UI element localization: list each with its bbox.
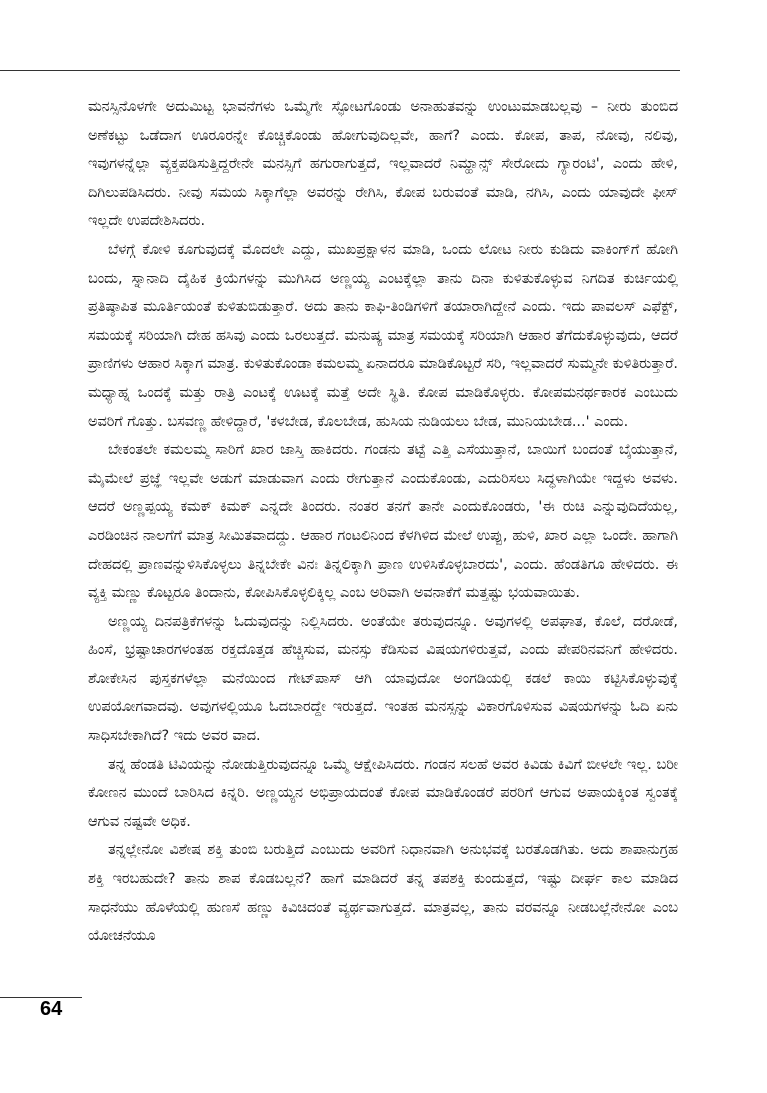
paragraph-5: ತನ್ನ ಹೆಂಡತಿ ಟಿವಿಯನ್ನು ನೋಡುತ್ತಿರುವುದನ್ನೂ ಒಮ್ಮೆ ಆಕ್ಷೇಪಿಸಿದರು. ಗಂಡನ ಸಲಹೆ ಅವರ ಕಿವಿಡು ಕಿವಿಗೆ ಬೀಳಲೇ ಇಲ್ಲ. ಬರೀ ಕೋಣನ ಮುಂದೆ ಬಾರಿಸಿದ ಕಿನ್ನರಿ. ಅಣ್ಣಯ್ಯನ ಅಭಿಪ್ರಾಯದಂತೆ ಕೋಪ ಮಾಡಿಕೊಂಡರೆ ಪರರಿಗೆ ಆಗುವ ಅಪಾಯಕ್ಕಿಂತ ಸ್ವಂತಕ್ಕೆ ಆಗುವ ನಷ್ಟವೇ ಅಧಿಕ. <box>88 756 678 830</box>
paragraph-1: ಮನಸ್ಸಿನೊಳಗೇ ಅದುಮಿಟ್ಟ ಭಾವನೆಗಳು ಒಮ್ಮೆಗೇ ಸ್ಫೋಟಗೊಂಡು ಅನಾಹುತವನ್ನು ಉಂಟುಮಾಡಬಲ್ಲವು – ನೀರು ತುಂಬಿದ ಅಣೆಕಟ್ಟು ಒಡೆದಾಗ ಊರೂರನ್ನೇ ಕೊಚ್ಚಿಕೊಂಡು ಹೋಗುವುದಿಲ್ಲವೇ, ಹಾಗೆ? ಎಂದು. ಕೋಪ, ತಾಪ, ನೋವು, ನಲಿವು, ಇವುಗಳನ್ನೆಲ್ಲಾ ವ್ಯಕ್ತಪಡಿಸುತ್ತಿದ್ದರೇನೇ ಮನಸ್ಸಿಗೆ ಹಗುರಾಗುತ್ತದೆ, ಇಲ್ಲವಾದರೆ ನಿಮ್ಹಾನ್ಸ್ ಸೇರೋದು ಗ್ಯಾರಂಟಿ', ಎಂದು ಹೇಳಿ, ದಿಗಿಲುಪಡಿಸಿದರು. ನೀವು ಸಮಯ ಸಿಕ್ಕಾಗೆಲ್ಲಾ ಅವರನ್ನು ರೇಗಿಸಿ, ಕೋಪ ಬರುವಂತೆ ಮಾಡಿ, ನಗಿಸಿ, ಎಂದು ಯಾವುದೇ ಫೀಸ್ ಇಲ್ಲದೇ ಉಪದೇಶಿಸಿದರು. <box>88 99 678 230</box>
paragraph-3: ಬೇಕಂತಲೇ ಕಮಲಮ್ಮ ಸಾರಿಗೆ ಖಾರ ಜಾಸ್ತಿ ಹಾಕಿದರು. ಗಂಡನು ತಟ್ಟೆ ಎತ್ತಿ ಎಸೆಯುತ್ತಾನೆ, ಬಾಯಿಗೆ ಬಂದಂತೆ ಬೈಯುತ್ತಾನೆ, ಮೈಮೇಲೆ ಪ್ರಜ್ಞೆ ಇಲ್ಲವೇ ಅಡುಗೆ ಮಾಡುವಾಗ ಎಂದು ರೇಗುತ್ತಾನೆ ಎಂದುಕೊಂಡು, ಎದುರಿಸಲು ಸಿದ್ಧಳಾಗಿಯೇ ಇದ್ದಳು ಅವಳು. ಆದರೆ ಅಣ್ಣಪ್ಪಯ್ಯ ಕಮಕ್ ಕಿಮಕ್ ಎನ್ನದೇ ತಿಂದರು. ನಂತರ ತನಗೆ ತಾನೇ ಎಂದುಕೊಂಡರು, 'ಈ ರುಚಿ ಎನ್ನುವುದಿದೆಯಲ್ಲ, ಎರಡಿಂಚಿನ ನಾಲಗೆಗೆ ಮಾತ್ರ ಸೀಮಿತವಾದದ್ದು. ಆಹಾರ ಗಂಟಲಿನಿಂದ ಕೆಳಗಿಳಿದ ಮೇಲೆ ಉಪ್ಪು, ಹುಳಿ, ಖಾರ ಎಲ್ಲಾ ಒಂದೇ. ಹಾಗಾಗಿ ದೇಹದಲ್ಲಿ ಪ್ರಾಣವನ್ನುಳಿಸಿಕೊಳ್ಳಲು ತಿನ್ನಬೇಕೇ ವಿನಃ ತಿನ್ನಲಿಕ್ಕಾಗಿ ಪ್ರಾಣ ಉಳಿಸಿಕೊಳ್ಳಬಾರದು', ಎಂದು. ಹೆಂಡತಿಗೂ ಹೇಳಿದರು. ಈ ವ್ಯಕ್ತಿ ಮಣ್ಣು ಕೊಟ್ಟರೂ ತಿಂದಾನು, ಕೋಪಿಸಿಕೊಳ್ಳಲಿಕ್ಕಿಲ್ಲ ಎಂಬ ಅರಿವಾಗಿ ಅವನಾಕೆಗೆ ಮತ್ತಷ್ಟು ಭಯವಾಯಿತು. <box>88 442 678 602</box>
body-text <box>88 93 678 951</box>
page-number: 64 <box>40 998 63 1020</box>
paragraph-6: ತನ್ನಲ್ಲೇನೋ ವಿಶೇಷ ಶಕ್ತಿ ತುಂಬಿ ಬರುತ್ತಿದೆ ಎಂಬುದು ಅವರಿಗೆ ನಿಧಾನವಾಗಿ ಅನುಭವಕ್ಕೆ ಬರತೊಡಗಿತು. ಅದು ಶಾಪಾನುಗ್ರಹ ಶಕ್ತಿ ಇರಬಹುದೇ? ತಾನು ಶಾಪ ಕೊಡಬಲ್ಲನೆ? ಹಾಗೆ ಮಾಡಿದರೆ ತನ್ನ ತಪಶಕ್ತಿ ಕುಂದುತ್ತದೆ, ಇಷ್ಟು ದೀರ್ಘ ಕಾಲ ಮಾಡಿದ ಸಾಧನೆಯು ಹೊಳೆಯಲ್ಲಿ ಹುಣಸೆ ಹಣ್ಣು ಕಿವಿಚಿದಂತೆ ವ್ಯರ್ಥವಾಗುತ್ತದೆ. ಮಾತ್ರವಲ್ಲ, ತಾನು ವರವನ್ನೂ ನೀಡಬಲ್ಲೆನೇನೋ ಎಂಬ ಯೋಚನೆಯೂ <box>88 842 678 945</box>
paragraph-4: ಅಣ್ಣಯ್ಯ ದಿನಪತ್ರಿಕೆಗಳನ್ನು ಓದುವುದನ್ನು ನಿಲ್ಲಿಸಿದರು. ಅಂತೆಯೇ ತರುವುದನ್ನೂ. ಅವುಗಳಲ್ಲಿ ಅಪಘಾತ, ಕೊಲೆ, ದರೋಡೆ, ಹಿಂಸೆ, ಭ್ರಷ್ಟಾಚಾರಗಳಂತಹ ರಕ್ತದೊತ್ತಡ ಹೆಚ್ಚಿಸುವ, ಮನಸ್ಸು ಕೆಡಿಸುವ ವಿಷಯಗಳಿರುತ್ತವೆ, ಎಂದು ಪೇಪರಿನವನಿಗೆ ಹೇಳಿದರು. ಶೋಕೇಸಿನ ಪುಸ್ತಕಗಳೆಲ್ಲಾ ಮನೆಯಿಂದ ಗೇಟ್‌ಪಾಸ್ ಆಗಿ ಯಾವುದೋ ಅಂಗಡಿಯಲ್ಲಿ ಕಡಲೆ ಕಾಯಿ ಕಟ್ಟಿಸಿಕೊಳ್ಳುವುಕ್ಕೆ ಉಪಯೋಗವಾದವು. ಅವುಗಳಲ್ಲಿಯೂ ಓದಬಾರದ್ದೇ ಇರುತ್ತದೆ. ಇಂತಹ ಮನಸ್ಸನ್ನು ವಿಕಾರಗೊಳಿಸುವ ವಿಷಯಗಳನ್ನು ಓದಿ ಏನು ಸಾಧಿಸಬೇಕಾಗಿದೆ? ಇದು ಅವರ ವಾದ. <box>88 613 678 745</box>
paragraph-2: ಬೆಳಗ್ಗೆ ಕೋಳಿ ಕೂಗುವುದಕ್ಕೆ ಮೊದಲೇ ಎದ್ದು, ಮುಖಪ್ರಕ್ಷಾಳನ ಮಾಡಿ, ಒಂದು ಲೋಟ ನೀರು ಕುಡಿದು ವಾಕಿಂಗ್‌ಗೆ ಹೋಗಿ ಬಂದು, ಸ್ನಾನಾದಿ ದೈಹಿಕ ಕ್ರಿಯೆಗಳನ್ನು ಮುಗಿಸಿದ ಅಣ್ಣಯ್ಯ ಎಂಟಕ್ಕೆಲ್ಲಾ ತಾನು ದಿನಾ ಕುಳಿತುಕೊಳ್ಳುವ ನಿಗದಿತ ಕುರ್ಚಿಯಲ್ಲಿ ಪ್ರತಿಷ್ಠಾಪಿತ ಮೂರ್ತಿಯಂತೆ ಕುಳಿತುಬಿಡುತ್ತಾರೆ. ಅದು ತಾನು ಕಾಫಿ-ತಿಂಡಿಗಳಿಗೆ ತಯಾರಾಗಿದ್ದೇನೆ ಎಂದು. ಇದು ಪಾವಲಸ್ ಎಫೆಕ್ಟ್, ಸಮಯಕ್ಕೆ ಸರಿಯಾಗಿ ದೇಹ ಹಸಿವು ಎಂದು ಒರಲುತ್ತದೆ. ಮನುಷ್ಯ ಮಾತ್ರ ಸಮಯಕ್ಕೆ ಸರಿಯಾಗಿ ಆಹಾರ ತೆಗೆದುಕೊಳ್ಳುವುದು, ಆದರೆ ಪ್ರಾಣಿಗಳು ಆಹಾರ ಸಿಕ್ಕಾಗ ಮಾತ್ರ. ಕುಳಿತುಕೊಂಡಾ ಕಮಲಮ್ಮ ಏನಾದರೂ ಮಾಡಿಕೊಟ್ಟರೆ ಸರಿ, ಇಲ್ಲವಾದರೆ ಸುಮ್ಮನೇ ಕುಳಿತಿರುತ್ತಾರೆ. ಮಧ್ಯಾಹ್ನ ಒಂದಕ್ಕೆ ಮತ್ತು ರಾತ್ರಿ ಎಂಟಕ್ಕೆ ಊಟಕ್ಕೆ ಮತ್ತೆ ಅದೇ ಸ್ಥಿತಿ. ಕೋಪ ಮಾಡಿಕೊಳ್ಳರು. ಕೋಪಮನರ್ಥಕಾರಕ ಎಂಬುದು ಅವರಿಗೆ ಗೊತ್ತು. ಬಸವಣ್ಣ ಹೇಳಿದ್ದಾರೆ, 'ಕಳಬೇಡ, ಕೊಲಬೇಡ, ಹುಸಿಯ ನುಡಿಯಲು ಬೇಡ, ಮುನಿಯಬೇಡ...' ಎಂದು. <box>88 241 678 430</box>
top-horizontal-rule <box>0 70 680 71</box>
